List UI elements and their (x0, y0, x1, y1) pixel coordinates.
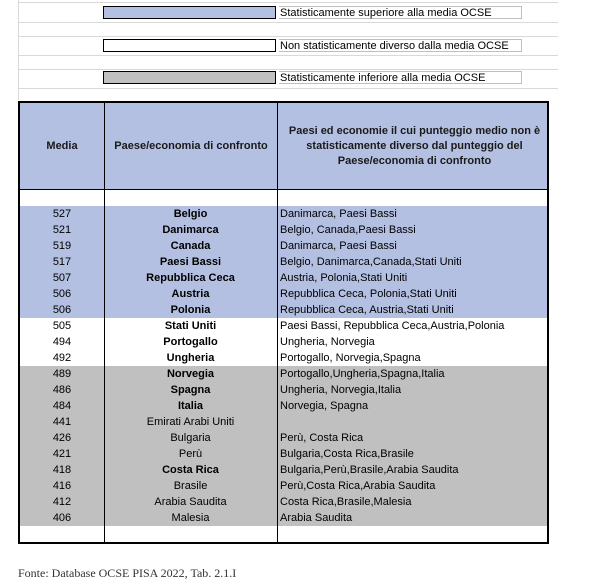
table-row (20, 334, 547, 350)
cell-media: 406 (52, 512, 72, 524)
cell-media: 506 (52, 288, 72, 300)
cell-paese: Danimarca (162, 224, 219, 236)
cell-media: 521 (52, 224, 72, 236)
table-row (20, 350, 547, 366)
table-row (20, 414, 547, 430)
header-media: Media (46, 139, 78, 152)
table-row (20, 222, 547, 238)
header-paesi-simili: Paesi ed economie il cui punteggio medio non è statisticamente diverso dal punteggio del Paese/economia di confronto (288, 124, 541, 167)
cell-media: 421 (52, 448, 72, 460)
table-row (20, 238, 547, 254)
cell-media: 527 (52, 208, 72, 220)
table-row (20, 270, 547, 286)
cell-paesi-simili: Costa Rica,Brasile,Malesia (280, 496, 412, 508)
table-row (20, 382, 547, 398)
cell-paesi-simili: Danimarca, Paesi Bassi (280, 240, 397, 252)
cell-paesi-simili: Bulgaria,Perù,Brasile,Arabia Saudita (280, 464, 459, 476)
cell-paesi-simili: Ungheria, Norvegia,Italia (280, 384, 402, 396)
table-row (20, 302, 547, 318)
table-row (20, 206, 547, 222)
table-row (20, 430, 547, 446)
cell-paesi-simili: Portogallo, Norvegia,Spagna (280, 352, 421, 364)
cell-paese: Perù (178, 448, 203, 460)
comparison-table (18, 101, 549, 544)
cell-paesi-simili: Belgio, Danimarca,Canada,Stati Uniti (280, 256, 462, 268)
cell-paese: Belgio (173, 208, 208, 220)
legend-swatch-inferiore (103, 71, 276, 84)
table-row (20, 446, 547, 462)
cell-paesi-simili: Arabia Saudita (280, 512, 353, 524)
cell-paesi-simili: Paesi Bassi, Repubblica Ceca,Austria,Polonia (280, 320, 505, 332)
cell-media: 505 (52, 320, 72, 332)
cell-paesi-simili: Portogallo,Ungheria,Spagna,Italia (280, 368, 445, 380)
cell-paese: Austria (171, 288, 210, 300)
header-paese: Paese/economia di confronto (114, 139, 268, 152)
cell-paesi-simili: Perù, Costa Rica (280, 432, 364, 444)
cell-paesi-simili: Ungheria, Norvegia (280, 336, 375, 348)
cell-media: 412 (52, 496, 72, 508)
table-row (20, 494, 547, 510)
legend-swatch-superiore (103, 6, 276, 19)
cell-media: 489 (52, 368, 72, 380)
table-row (20, 462, 547, 478)
cell-media: 486 (52, 384, 72, 396)
table-header (20, 103, 547, 190)
cell-paesi-simili: Belgio, Canada,Paesi Bassi (280, 224, 416, 236)
cell-paesi-simili: Perù,Costa Rica,Arabia Saudita (280, 480, 436, 492)
cell-media: 418 (52, 464, 72, 476)
legend-label-non-diverso: Non statisticamente diverso dalla media OCSE (279, 39, 522, 52)
cell-paesi-simili: Repubblica Ceca, Austria,Stati Uniti (280, 304, 454, 316)
cell-paese: Polonia (170, 304, 211, 316)
cell-paese: Italia (177, 400, 204, 412)
cell-media: 492 (52, 352, 72, 364)
cell-paese: Emirati Arabi Uniti (146, 416, 235, 428)
table-row (20, 398, 547, 414)
cell-media: 441 (52, 416, 72, 428)
table-row (20, 254, 547, 270)
cell-media: 494 (52, 336, 72, 348)
cell-media: 507 (52, 272, 72, 284)
cell-media: 426 (52, 432, 72, 444)
cell-media: 506 (52, 304, 72, 316)
legend-label-superiore: Statisticamente superiore alla media OCSE (279, 6, 522, 19)
cell-paese: Norvegia (166, 368, 215, 380)
cell-media: 517 (52, 256, 72, 268)
legend-swatch-non-diverso (103, 39, 276, 52)
source-note: Fonte: Database OCSE PISA 2022, Tab. 2.1.I (18, 566, 237, 580)
cell-paesi-simili: Danimarca, Paesi Bassi (280, 208, 397, 220)
cell-paese: Arabia Saudita (154, 496, 227, 508)
table-row (20, 510, 547, 526)
table-row (20, 478, 547, 494)
cell-paese: Canada (170, 240, 211, 252)
table-row (20, 286, 547, 302)
cell-paese: Malesia (171, 512, 210, 524)
cell-paese: Brasile (173, 480, 208, 492)
cell-paese: Bulgaria (170, 432, 211, 444)
cell-paese: Stati Uniti (164, 320, 217, 332)
cell-media: 519 (52, 240, 72, 252)
cell-paese: Portogallo (163, 336, 218, 348)
cell-paese: Costa Rica (162, 464, 219, 476)
cell-paese: Spagna (170, 384, 211, 396)
cell-paesi-simili: Norvegia, Spagna (280, 400, 369, 412)
table-row (20, 318, 547, 334)
cell-paesi-simili: Austria, Polonia,Stati Uniti (280, 272, 408, 284)
cell-paese: Paesi Bassi (159, 256, 222, 268)
cell-paese: Ungheria (166, 352, 215, 364)
cell-paesi-simili: Bulgaria,Costa Rica,Brasile (280, 448, 414, 460)
cell-media: 484 (52, 400, 72, 412)
cell-paesi-simili: Repubblica Ceca, Polonia,Stati Uniti (280, 288, 457, 300)
table-row (20, 366, 547, 382)
cell-paese: Repubblica Ceca (146, 272, 235, 284)
cell-media: 416 (52, 480, 72, 492)
legend-label-inferiore: Statisticamente inferiore alla media OCSE (279, 71, 522, 84)
